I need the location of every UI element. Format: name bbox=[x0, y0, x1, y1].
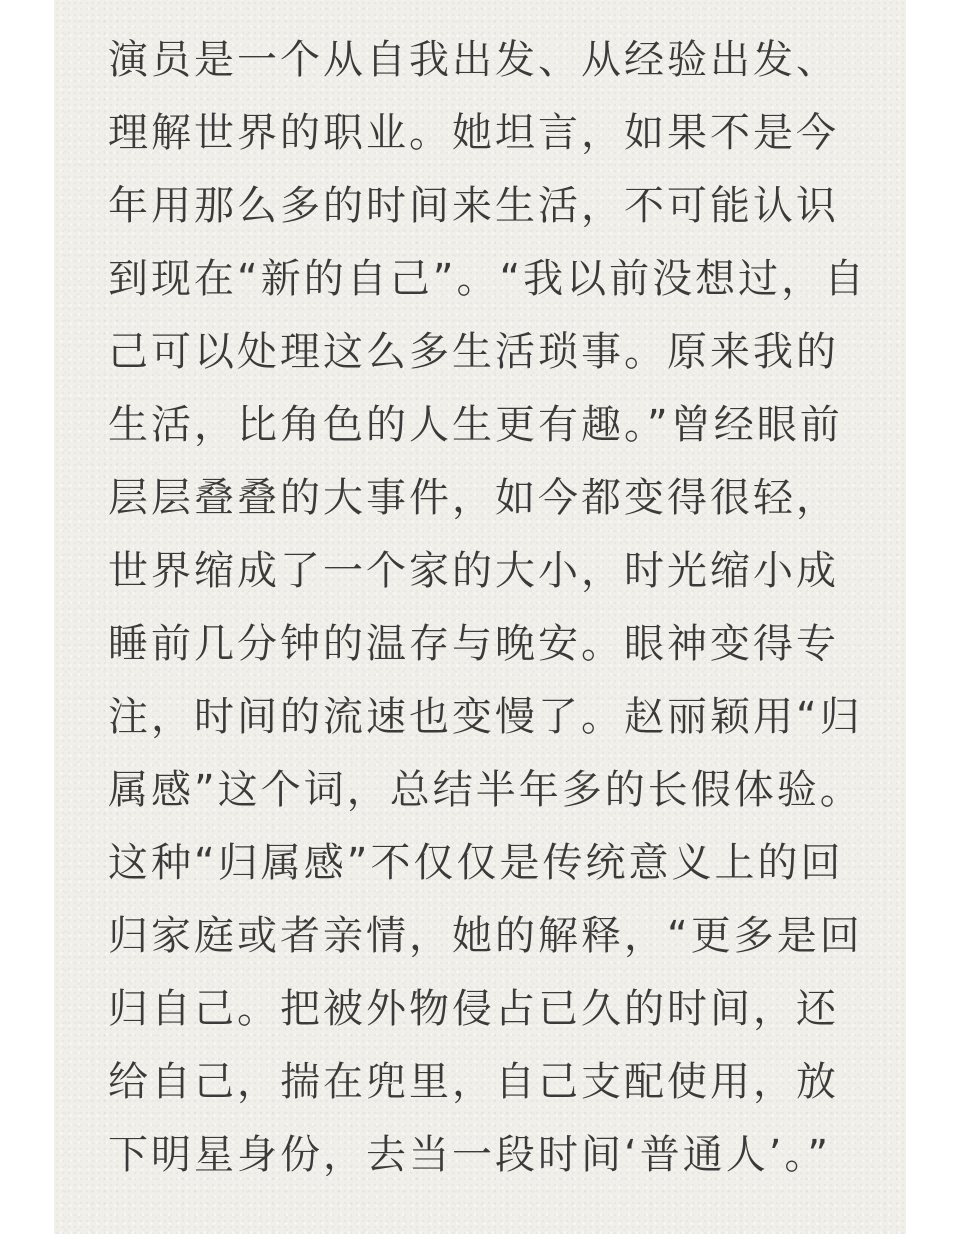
text-line: 给自己，揣在兜里，自己支配使用，放 bbox=[108, 1059, 839, 1105]
article-text bbox=[108, 24, 868, 1192]
text-line: 下明星身份，去当一段时间‘普通人’。” bbox=[108, 1132, 832, 1178]
text-line: 演员是一个从自我出发、从经验出发、 bbox=[108, 37, 839, 83]
text-line: 生活，比角色的人生更有趣。”曾经眼前 bbox=[108, 402, 843, 448]
text-line: 年用那么多的时间来生活，不可能认识 bbox=[108, 183, 839, 229]
text-line: 属感”这个词，总结半年多的长假体验。 bbox=[108, 767, 863, 813]
text-line: 这种“归属感”不仅仅是传统意义上的回 bbox=[108, 840, 844, 886]
text-line: 己可以处理这么多生活琐事。原来我的 bbox=[108, 329, 839, 375]
text-line: 睡前几分钟的温存与晚安。眼神变得专 bbox=[108, 621, 839, 667]
text-line: 层层叠叠的大事件，如今都变得很轻， bbox=[108, 475, 839, 521]
text-line: 注，时间的流速也变慢了。赵丽颖用“归 bbox=[108, 694, 863, 740]
text-line: 归自己。把被外物侵占已久的时间，还 bbox=[108, 986, 839, 1032]
text-line: 理解世界的职业。她坦言，如果不是今 bbox=[108, 110, 839, 156]
text-line: 世界缩成了一个家的大小，时光缩小成 bbox=[108, 548, 839, 594]
text-line: 归家庭或者亲情，她的解释，“更多是回 bbox=[108, 913, 863, 959]
text-line: 到现在“新的自己”。“我以前没想过，自 bbox=[108, 256, 868, 302]
